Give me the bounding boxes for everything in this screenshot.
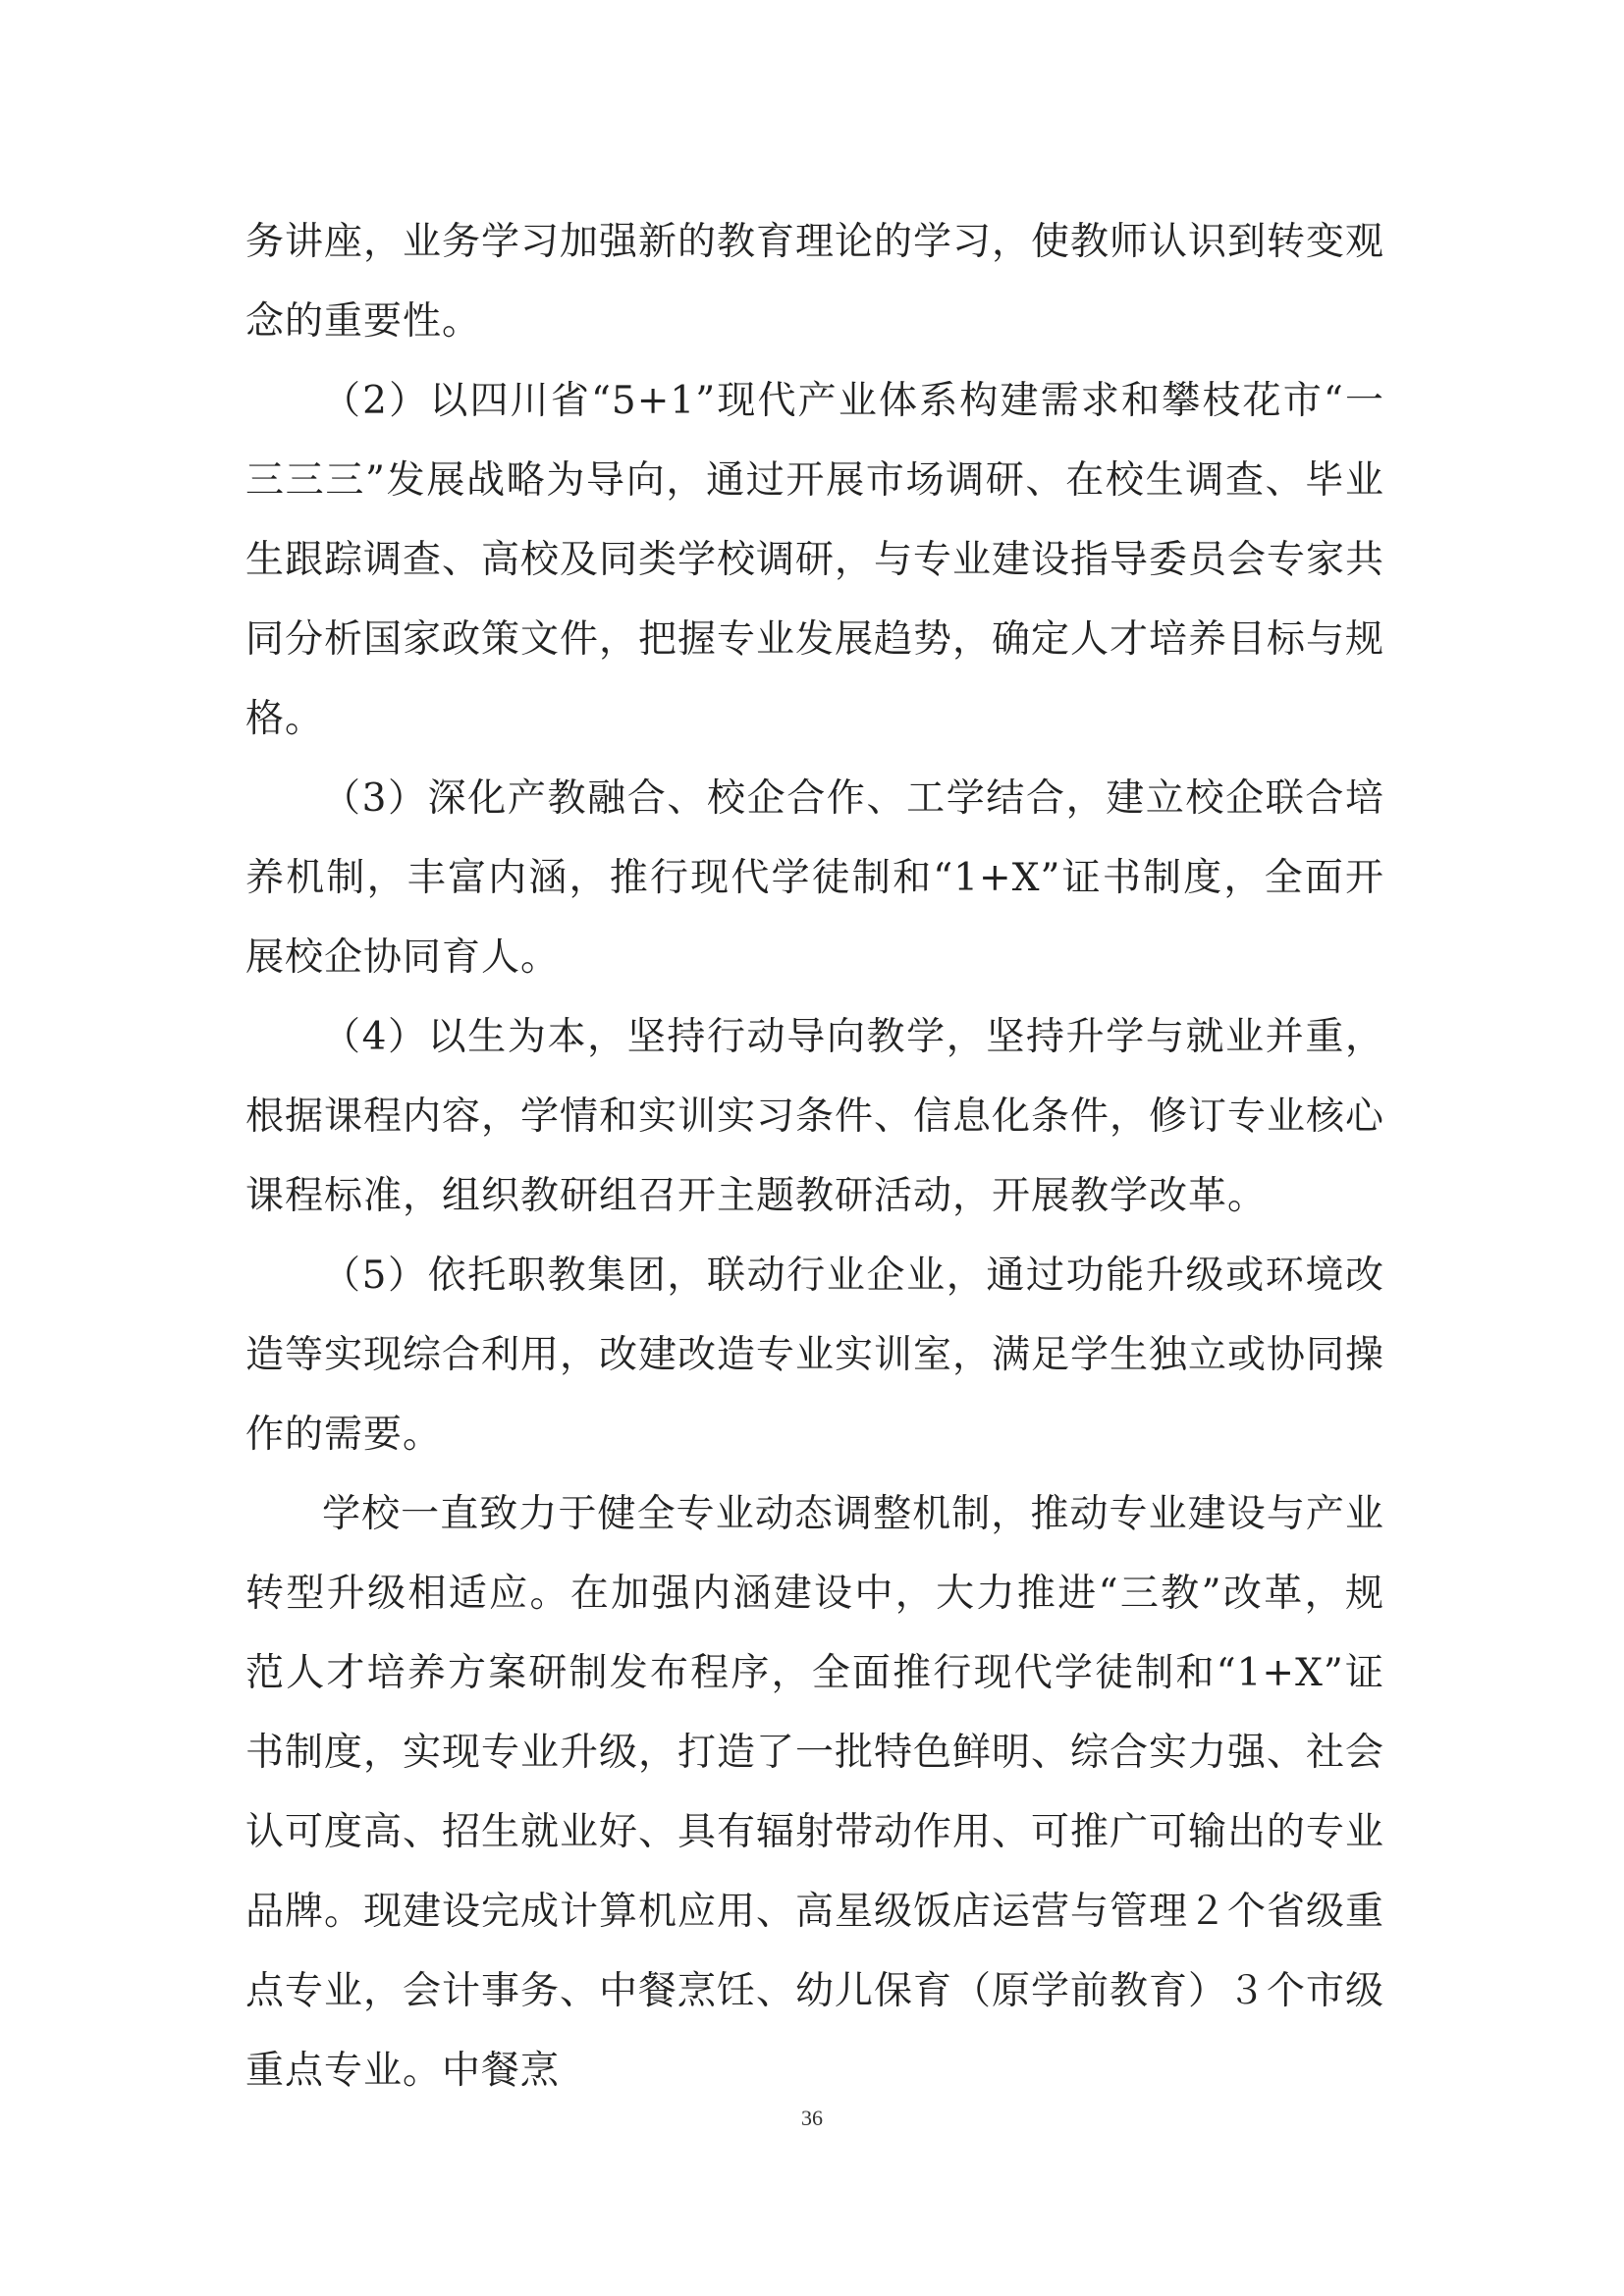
paragraph-item-5: （5）依托职教集团，联动行业企业，通过功能升级或环境改造等实现综合利用，改建改造专业实训室，满足学生独立或协同操作的需要。: [245, 1254, 1385, 1457]
paragraph-item-3: （3）深化产教融合、校企合作、工学结合，建立校企联合培养机制，丰富内涵，推行现代学徒制和“1+X”证书制度，全面开展校企协同育人。: [245, 776, 1384, 980]
paragraph-school-summary: 学校一直致力于健全专业动态调整机制，推动专业建设与产业转型升级相适应。在加强内涵建设中，大力推进“三教”改革，规范人才培养方案研制发布程序，全面推行现代学徒制和“1+X”证书制度，实现专业升级，打造了一批特色鲜明、综合实力强、社会认可度高、招生就业好、具有辐射带动作用、可推广可输出的专业品牌。现建设完成计算机应用、高星级饭店运营与管理２个省级重点专业，会计事务、中餐烹饪、幼儿保育（原学前教育）３个市级重点专业。中餐烹: [245, 1492, 1385, 2093]
paragraph-continuation: 务讲座，业务学习加强新的教育理论的学习，使教师认识到转变观念的重要性。: [245, 220, 1385, 344]
page-number: 36: [801, 2106, 823, 2130]
paragraph-item-2: （2）以四川省“5+1”现代产业体系构建需求和攀枝花市“一三三三”发展战略为导向，通过开展市场调研、在校生调查、毕业生跟踪调查、高校及同类学校调研，与专业建设指导委员会专家共同分析国家政策文件，把握专业发展趋势，确定人才培养目标与规格。: [245, 379, 1385, 741]
paragraph-item-4: （4）以生为本，坚持行动导向教学，坚持升学与就业并重，根据课程内容，学情和实训实习条件、信息化条件，修订专业核心课程标准，组织教研组召开主题教研活动，开展教学改革。: [245, 1015, 1385, 1218]
document-body: [245, 202, 1384, 2110]
